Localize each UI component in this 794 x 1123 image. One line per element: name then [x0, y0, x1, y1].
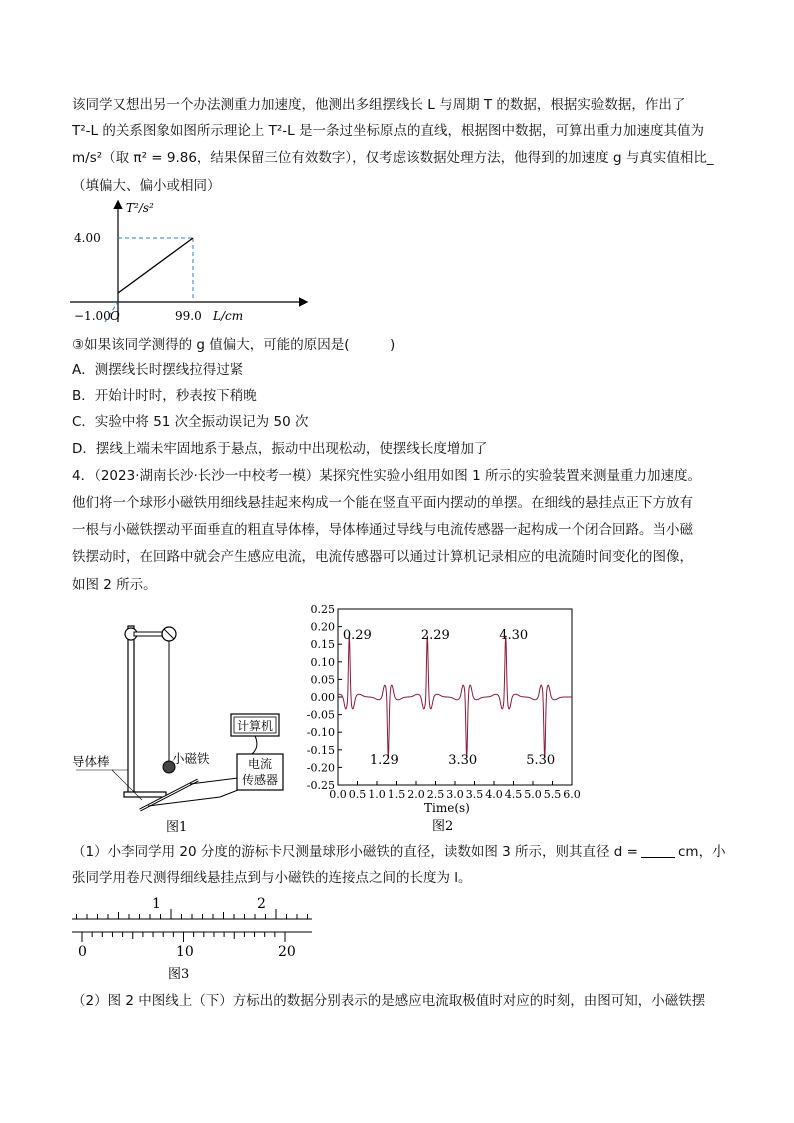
option-c: C．实验中将 51 次全振动误记为 50 次: [72, 414, 309, 430]
problem4-line1: 4．（2023·湖南长沙·长沙一中校考一模）某探究性实验小组用如图 1 所示的实验装置来测量重力加速度。: [72, 468, 701, 484]
y-tick-label: -0.10: [306, 726, 335, 740]
para1-line1: 该同学又想出另一个办法测重力加速度，他测出多组摆线长 L 与周期 T 的数据，根据实验数据，作出了: [72, 97, 686, 113]
q1-line1a: （1）小李同学用 20 分度的游标卡尺测量球形小磁铁的直径，读数如图 3 所示，则其直径 d =: [72, 844, 638, 860]
problem4-line2: 他们将一个球形小磁铁用细线悬挂起来构成一个能在竖直平面内摆动的单摆。在细线的悬挂点正下方放有: [72, 495, 693, 511]
q1-line1b: cm，小: [678, 844, 726, 860]
sensor-label-1: 电流: [248, 757, 273, 771]
para1-line2: T²-L 的关系图象如图所示理论上 T²-L 是一条过坐标原点的直线，根据图中数据，可算出重力加速度其值为: [72, 123, 704, 139]
x-tick-label: 99.0: [175, 309, 202, 323]
y-tick-label: 0.05: [310, 673, 335, 687]
y-tick-label: 0.10: [310, 655, 335, 669]
x-tick-label: 2.0: [407, 788, 425, 801]
q2-line1: （2）图 2 中图线上（下）方标出的数据分别表示的是感应电流取极值时对应的时刻，由图可知，小磁铁摆: [72, 993, 706, 1009]
trough-time-label: 1.29: [369, 752, 399, 768]
origin-label: O: [110, 309, 120, 323]
para1-line3: m/s²（取 π² = 9.86，结果保留三位有效数字），仅考虑该数据处理方法，他得到的加速度 g 与真实值相比_: [72, 150, 714, 166]
x-axis-label: L/cm: [213, 309, 244, 323]
x-neg-label: −1.00: [74, 309, 111, 323]
x-tick-label: 5.0: [524, 788, 542, 801]
t2-l-graph: [70, 200, 310, 330]
stand-base: [124, 792, 166, 797]
y-tick-label: 0.00: [310, 691, 335, 704]
figure3-vernier: [72, 892, 322, 982]
figure1-apparatus: [70, 612, 300, 837]
x-tick-label: 1.0: [368, 788, 386, 801]
x-tick-label: 4.5: [504, 788, 523, 801]
para1-line4: （填偏大、偏小或相同）: [72, 178, 221, 194]
option-a: A．测摆线长时摆线拉得过紧: [72, 362, 244, 378]
stand-pole: [128, 626, 134, 796]
x-tick-label: 6.0: [563, 788, 581, 801]
figure2-current-graph: [298, 602, 588, 832]
y-tick-label: 0.20: [310, 620, 335, 634]
option-d: D．摆线上端未牢固地系于悬点，振动中出现松动，使摆线长度增加了: [72, 441, 488, 457]
t2-l-data-line: [118, 238, 193, 293]
q1-line2: 张同学用卷尺测得细线悬挂点到与小磁铁的连接点之间的长度为 l。: [72, 870, 472, 886]
problem4-line3: 一根与小磁铁摆动平面垂直的粗直导体棒，导体棒通过导线与电流传感器一起构成一个闭合回路。当小磁: [72, 522, 693, 538]
question3-stem: ③如果该同学测得的 g 值偏大，可能的原因是( ): [72, 337, 396, 353]
main-label-1: 1: [152, 896, 161, 912]
x-tick-label: 4.0: [485, 788, 503, 801]
y-tick-label: 0.15: [310, 638, 335, 652]
figure2-caption: 图2: [432, 819, 454, 832]
answer-blank[interactable]: [641, 857, 675, 858]
y-axis-label: T²/s²: [126, 201, 154, 215]
y-tick-label: 0.25: [310, 603, 335, 616]
option-b: B．开始计时时，秒表按下稍晚: [72, 388, 257, 404]
y-tick-label: -0.15: [306, 743, 335, 757]
peak-time-label: 4.30: [499, 627, 529, 643]
x-tick-label: 3.5: [465, 788, 484, 801]
x-tick-label: 0.5: [348, 788, 367, 801]
peak-time-label: 0.29: [342, 627, 372, 643]
y-tick-label: -0.20: [306, 761, 335, 775]
figure3-caption: 图3: [168, 967, 190, 982]
x-tick-label: 1.5: [387, 788, 406, 801]
main-label-2: 2: [257, 896, 266, 912]
vernier-label-10: 10: [176, 944, 194, 960]
x-tick-label: 2.5: [426, 788, 445, 801]
x-tick-label: 0.0: [329, 788, 347, 801]
trough-time-label: 5.30: [526, 752, 556, 768]
vernier-label-0: 0: [78, 944, 87, 960]
data-cable: [252, 736, 257, 754]
x-tick-label: 3.0: [446, 788, 464, 801]
x-axis-title: Time(s): [424, 801, 470, 815]
sensor-label-2: 传感器: [242, 773, 279, 787]
problem4-line4: 铁摆动时，在回路中就会产生感应电流，电流传感器可以通过计算机记录相应的电流随时间变化的图像，: [72, 549, 693, 565]
y-tick-label: 4.00: [74, 231, 101, 245]
rod-label: 导体棒: [72, 754, 110, 769]
problem4-line5: 如图 2 所示。: [72, 577, 157, 593]
y-tick-label: -0.25: [306, 779, 335, 792]
peak-time-label: 2.29: [420, 627, 450, 643]
figure1-caption: 图1: [166, 820, 188, 835]
magnet-label: 小磁铁: [172, 751, 210, 766]
trough-time-label: 3.30: [448, 752, 478, 768]
y-tick-label: -0.05: [306, 708, 335, 722]
vernier-label-20: 20: [278, 944, 296, 960]
x-tick-label: 5.5: [543, 788, 562, 801]
computer-label: 计算机: [237, 719, 274, 733]
